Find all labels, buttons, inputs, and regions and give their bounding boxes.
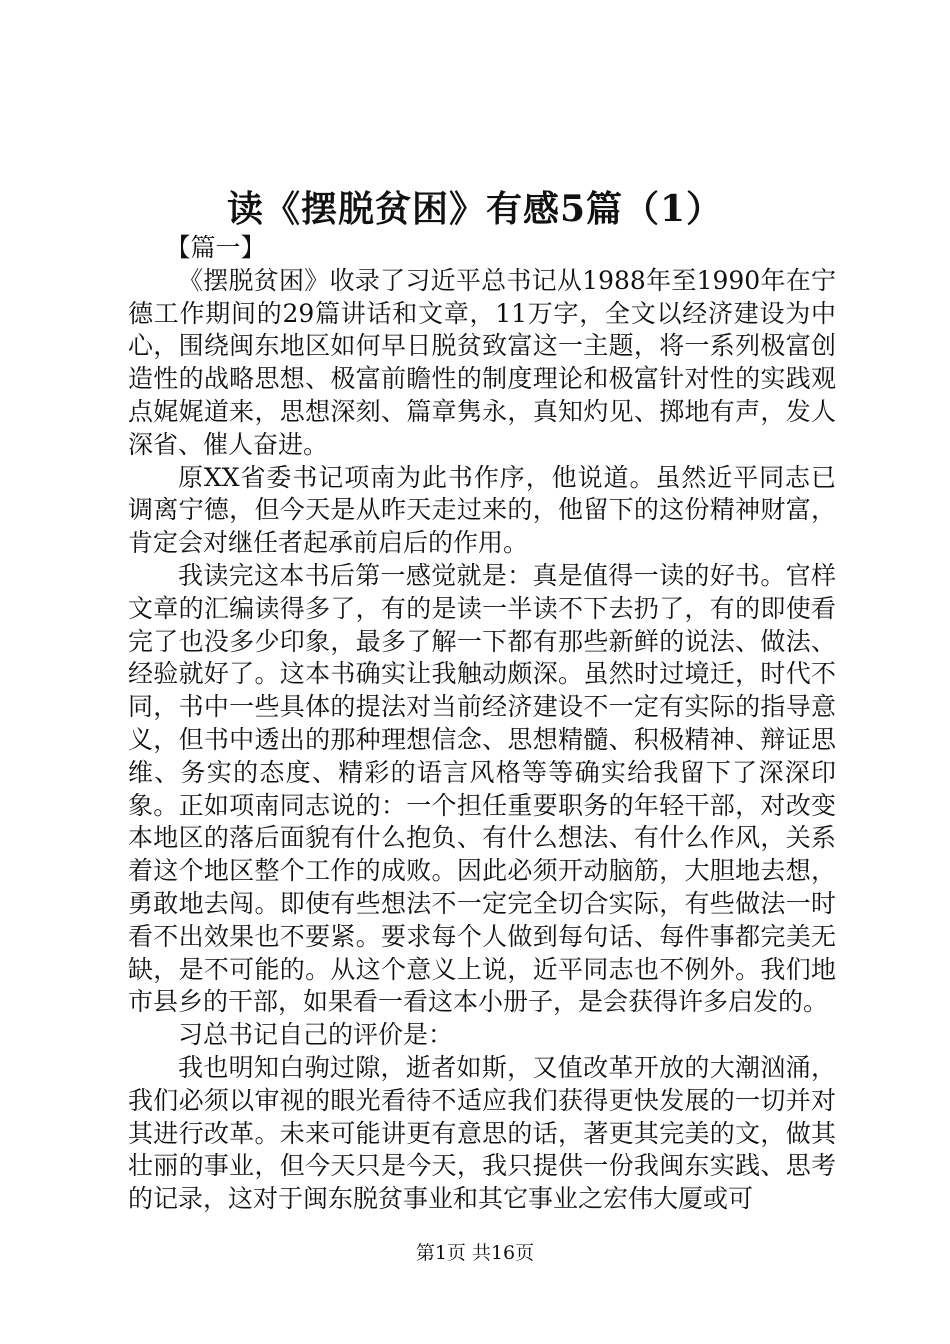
paragraph: 《摆脱贫困》收录了习近平总书记从1988年至1990年在宁德工作期间的29篇讲话和文章，11万字，全文以经济建设为中心，围绕闽东地区如何早日脱贫致富这一主题，将一系列极富创造性的战略思想、极富前瞻性的制度理论和极富针对性的实践观点娓娓道来，思想深刻、篇章隽永，真知灼见、掷地有声，发人深省、催人奋进。 — [128, 265, 836, 459]
paragraph: 习总书记自己的评价是： — [178, 1020, 454, 1050]
document-title: 读《摆脱贫困》有感5篇（1） — [226, 188, 724, 230]
paragraph: 我读完这本书后第一感觉就是：真是值得一读的好书。官样文章的汇编读得多了，有的是读一半读不下去扔了，有的即使看完了也没多少印象，最多了解一下都有那些新鲜的说法、做法、经验就好了。这本书确实让我触动颇深。虽然时过境迁，时代不同，书中一些具体的提法对当前经济建设不一定有实际的指导意义，但书中透出的那种理想信念、思想精髓、积极精神、辩证思维、务实的态度、精彩的语言风格等等确实给我留下了深深印象。正如项南同志说的：一个担任重要职务的年轻干部，对改变本地区的落后面貌有什么抱负、有什么想法、有什么作风，关系着这个地区整个工作的成败。因此必须开动脑筋，大胆地去想，勇敢地去闯。即使有些想法不一定完全切合实际，有些做法一时看不出效果也不要紧。要求每个人做到每句话、每件事都完美无缺，是不可能的。从这个意义上说，近平同志也不例外。我们地市县乡的干部，如果看一看这本小册子，是会获得许多启发的。 — [128, 560, 836, 1017]
section-heading: 【篇一】 — [165, 233, 266, 262]
page-footer — [0, 1241, 950, 1265]
document-body — [128, 232, 836, 1216]
paragraph: 原XX省委书记项南为此书作序，他说道。虽然近平同志已调离宁德，但今天是从昨天走过来的，他留下的这份精神财富，肯定会对继任者起承前启后的作用。 — [128, 462, 836, 558]
page-indicator: 第1页 共16页 — [415, 1242, 535, 1264]
paragraph: 我也明知白驹过隙，逝者如斯，又值改革开放的大潮汹涌，我们必须以审视的眼光看待不适应我们获得更快发展的一切并对其进行改革。未来可能讲更有意思的话，著更其完美的文，做其壮丽的事业，但今天只是今天，我只提供一份我闽东实践、思考的记录，这对于闽东脱贫事业和其它事业之宏伟大厦或可 — [128, 1052, 836, 1214]
